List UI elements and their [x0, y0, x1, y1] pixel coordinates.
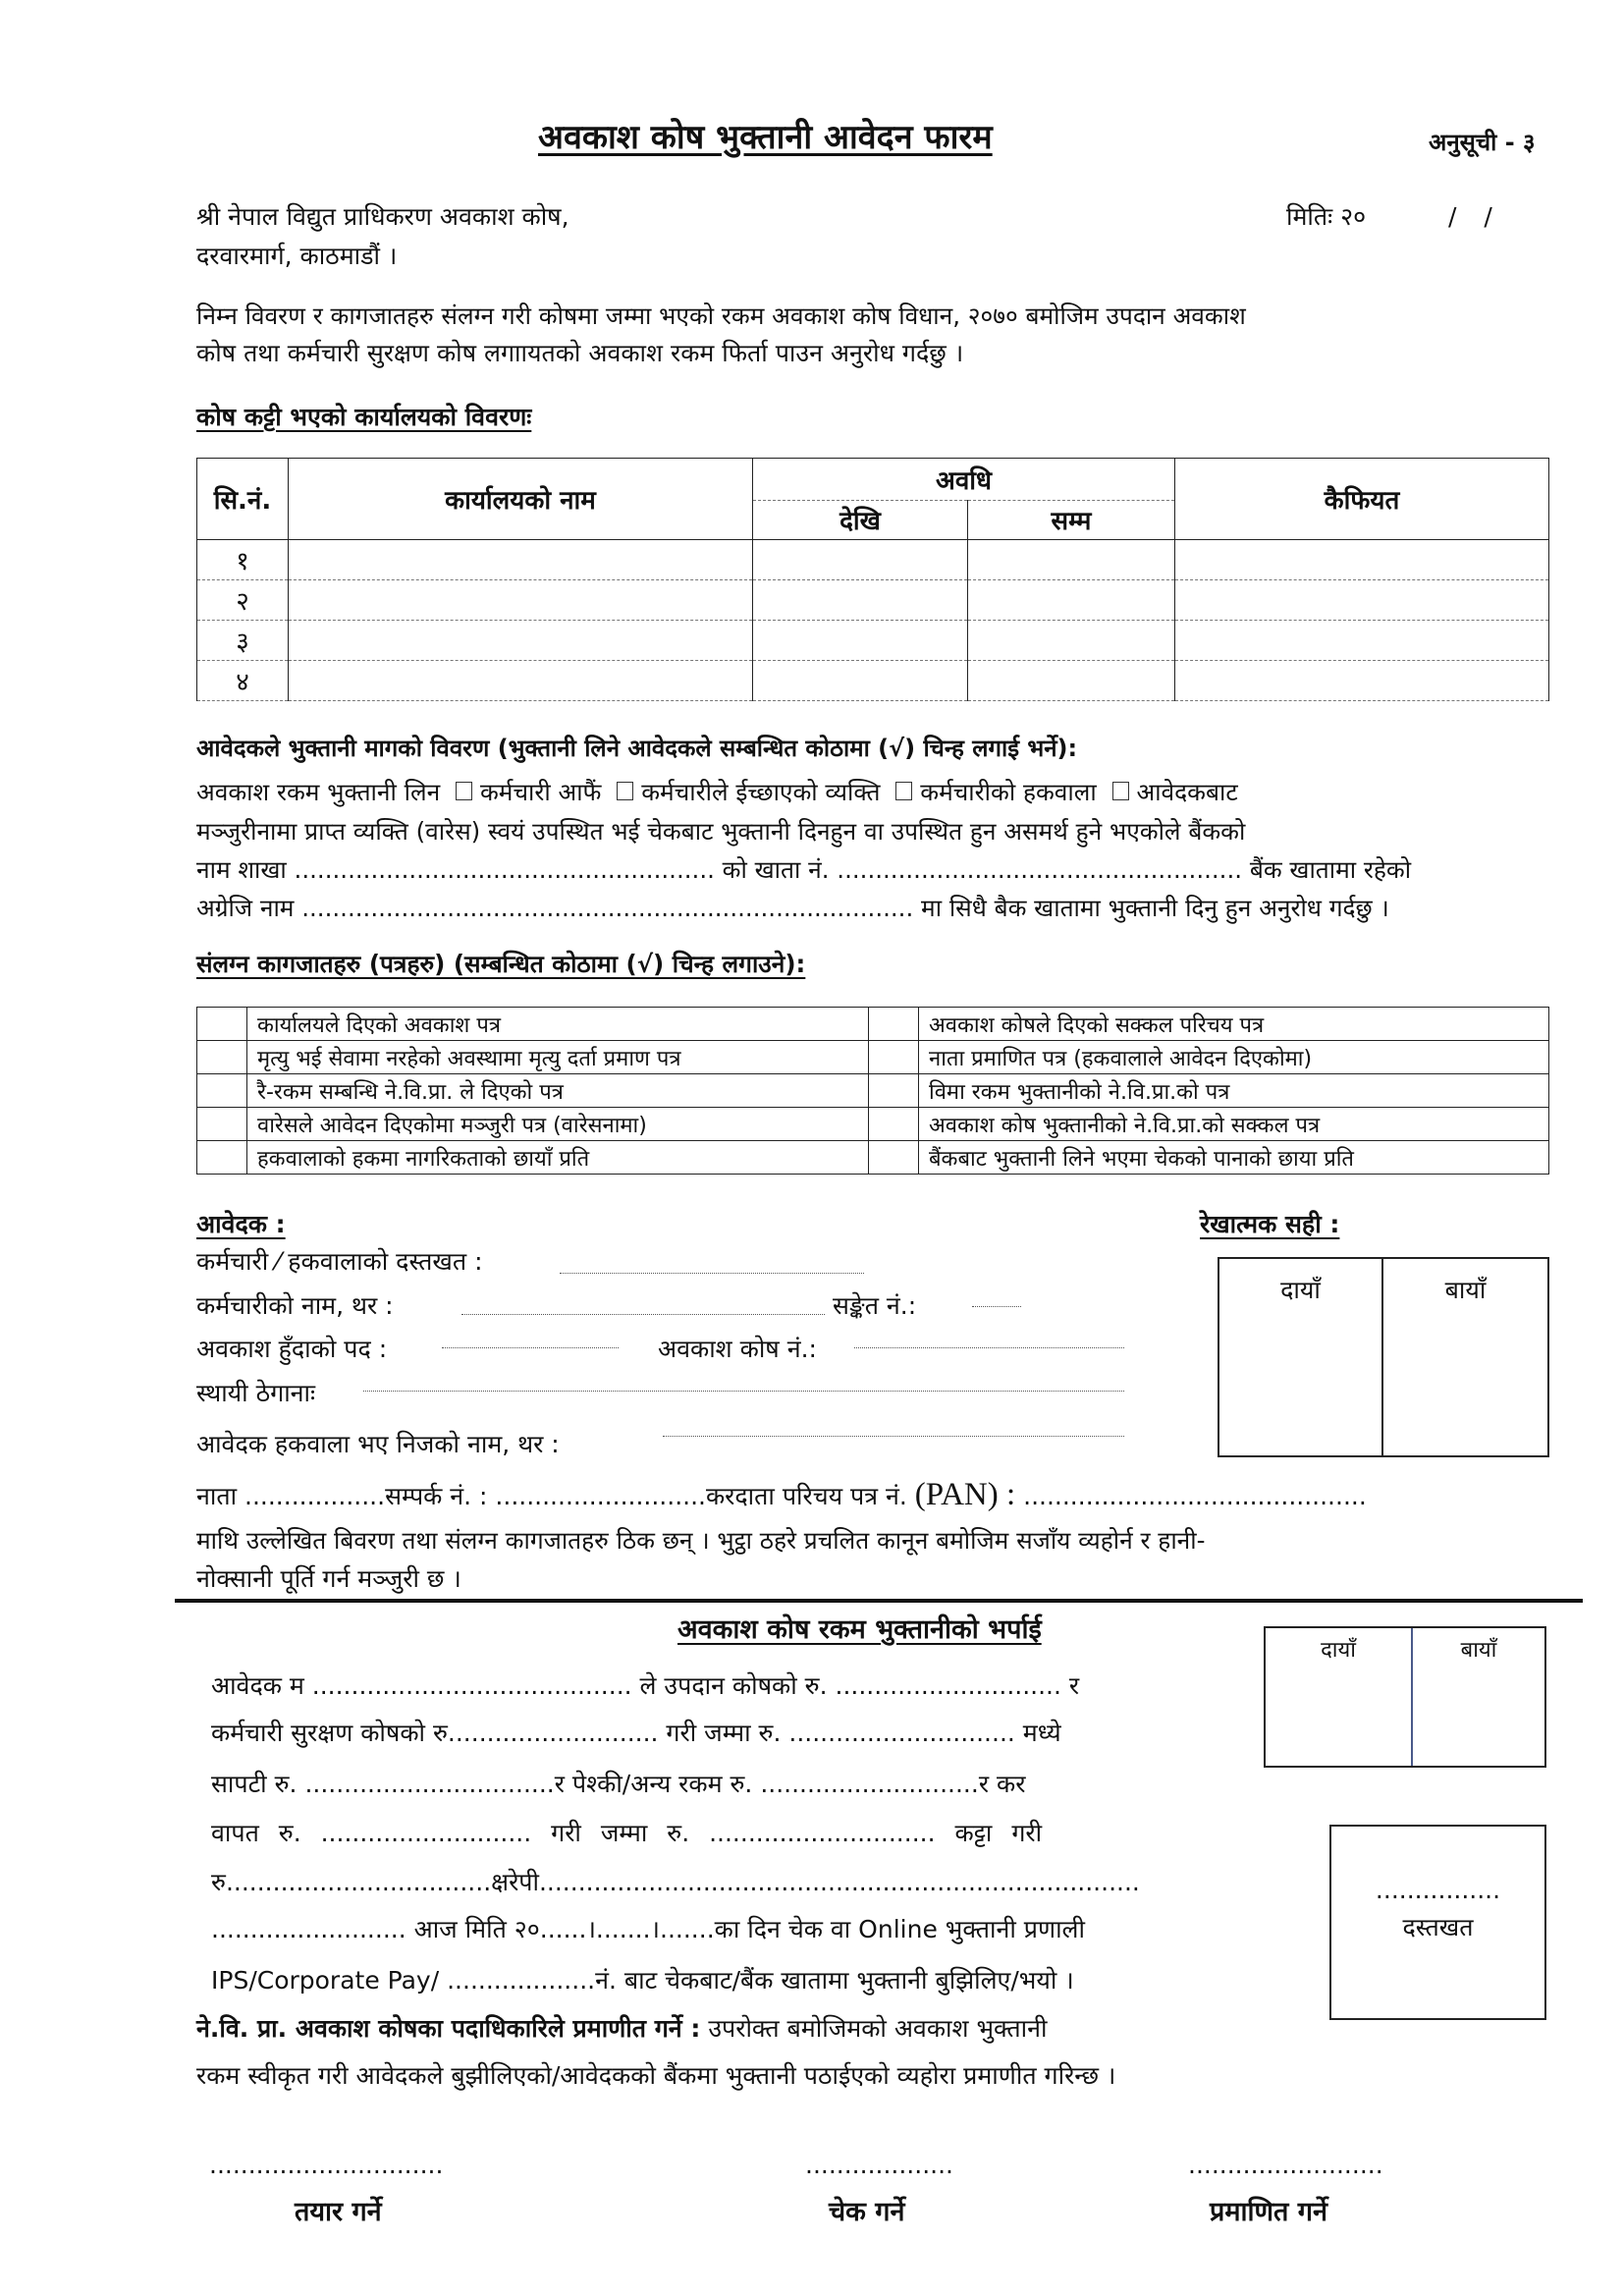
doc-checkbox[interactable] — [197, 1141, 247, 1175]
heir-name-label: आवेदक हकवाला भए निजको नाम, थर : — [196, 1430, 560, 1458]
prepared-dots[interactable]: .............................. — [209, 2151, 444, 2179]
office-name-cell[interactable] — [289, 661, 753, 701]
row-number: १ — [197, 540, 289, 580]
intro-line-1: निम्न विवरण र कागजातहरु संलग्न गरी कोषमा जम्मा भएको रकम अवकाश कोष विधान, २०७० बमोजिम उपदान अवकाश — [196, 301, 1246, 330]
prepared-by-label: तयार गर्ने — [295, 2197, 382, 2227]
checkbox-self[interactable] — [456, 782, 472, 800]
payment-line-3: नाम शाखा ....................................................... को खाता नं. ..................................................... बैंक खातामा रहेको — [196, 855, 1412, 884]
table-row — [197, 1074, 1549, 1108]
doc-left-item: हकवालाको हकमा नागरिकताको छायाँ प्रति — [247, 1141, 869, 1175]
table-row — [197, 1108, 1549, 1141]
table-row — [197, 1141, 1549, 1175]
office-name-cell[interactable] — [289, 540, 753, 580]
table-row — [197, 1008, 1549, 1041]
address-line-1: श्री नेपाल विद्युत प्राधिकरण अवकाश कोष, — [196, 202, 569, 231]
payment-line-1 — [196, 776, 1238, 809]
certification-bold: ने.वि. प्रा. अवकाश कोषका पदाधिकारिले प्रमाणीत गर्ने : — [196, 2014, 701, 2043]
relation-text: नाता ..................सम्पर्क नं. : ...........................करदाता परिचय पत्र नं. — [196, 1482, 907, 1510]
receipt-signature-dots[interactable]: ................ — [1375, 1876, 1501, 1904]
page-title: अवकाश कोष भुक्तानी आवेदन फारम — [538, 118, 993, 157]
doc-left-item: रै-रकम सम्बन्धि ने.वि.प्रा. ले दिएको पत्र — [247, 1074, 869, 1108]
office-section-heading: कोष कट्टी भएको कार्यालयको विवरणः — [196, 403, 532, 431]
checkbox-heir[interactable] — [895, 782, 912, 800]
option-nominee: कर्मचारीले ईच्छाएको व्यक्ति — [641, 778, 881, 806]
code-label: सङ्केत नं.: — [833, 1291, 917, 1320]
receipt-signature-label: दस्तखत — [1402, 1913, 1474, 1941]
fingerprint-left: बायाँ — [1444, 1276, 1487, 1304]
checkbox-nominee[interactable] — [617, 782, 633, 800]
payment-line-4: अग्रेजि नाम ................................................................................ मा सिधै बैक खातामा भुक्तानी दिनु हुन अनुरोध गर्दछु । — [196, 894, 1389, 922]
doc-right-item: अवकाश कोषले दिएको सक्कल परिचय पत्र — [919, 1008, 1549, 1041]
col-from: देखि — [753, 500, 968, 540]
from-cell[interactable] — [753, 661, 968, 701]
row-number: २ — [197, 580, 289, 621]
office-table — [196, 458, 1549, 701]
fund-no-label: अवकाश कोष नं.: — [658, 1335, 817, 1363]
row-number: ४ — [197, 661, 289, 701]
receipt-heading: अवकाश कोष रकम भुक्तानीको भर्पाई — [677, 1614, 1042, 1645]
option-heir: कर्मचारीको हकवाला — [920, 778, 1097, 806]
table-row — [197, 540, 1549, 580]
to-cell[interactable] — [968, 661, 1175, 701]
post-line[interactable] — [442, 1347, 619, 1348]
relation-line — [196, 1478, 1367, 1513]
receipt-fingerprint-box — [1264, 1626, 1546, 1768]
payment-prefix: अवकाश रकम भुक्तानी लिन — [196, 778, 441, 806]
from-cell[interactable] — [753, 540, 968, 580]
receipt-line-7: IPS/Corporate Pay/ ...................नं. बाट चेकबाट/बैंक खातामा भुक्तानी बुझिलिए/भयो । — [211, 1966, 1074, 1995]
post-label: अवकाश हुँदाको पद : — [196, 1335, 388, 1363]
doc-right-item: नाता प्रमाणित पत्र (हकवालाले आवेदन दिएकोमा) — [919, 1041, 1549, 1074]
doc-checkbox[interactable] — [869, 1008, 919, 1041]
remarks-cell[interactable] — [1175, 580, 1549, 621]
col-remarks: कैफियत — [1175, 459, 1549, 540]
receipt-line-4: वापत रु. ........................... गरी जम्मा रु. ............................. कट्टा गरी — [211, 1819, 1043, 1847]
heir-name-line[interactable] — [663, 1436, 1124, 1437]
doc-checkbox[interactable] — [197, 1008, 247, 1041]
to-cell[interactable] — [968, 621, 1175, 661]
doc-checkbox[interactable] — [869, 1074, 919, 1108]
signature-label: कर्मचारी ⁄ हकवालाको दस्तखत : — [196, 1247, 483, 1276]
address-label: स्थायी ठेगानाः — [196, 1379, 316, 1407]
office-name-cell[interactable] — [289, 580, 753, 621]
col-period: अवधि — [753, 459, 1175, 501]
schedule-label: अनुसूची - ३ — [1429, 129, 1536, 156]
declaration-line-1: माथि उल्लेखित बिवरण तथा संलग्न कागजातहरु ठिक छन् । भुट्ठा ठहरे प्रचलित कानून बमोजिम सजाँय व्यहोर्न र हानी- — [196, 1526, 1206, 1555]
doc-right-item: अवकाश कोष भुक्तानीको ने.वि.प्रा.को सक्कल पत्र — [919, 1108, 1549, 1141]
section-divider — [175, 1599, 1583, 1603]
option-self: कर्मचारी आफैं — [479, 778, 602, 806]
remarks-cell[interactable] — [1175, 661, 1549, 701]
receipt-line-1: आवेदक म ......................................... ले उपदान कोषको रु. ............................. र — [211, 1671, 1080, 1700]
col-office: कार्यालयको नाम — [289, 459, 753, 540]
documents-table — [196, 1007, 1549, 1175]
fingerprint-box — [1218, 1257, 1549, 1457]
receipt-line-3: सापटी रु. ................................र पेश्की/अन्य रकम रु. ............................र कर — [211, 1770, 1026, 1798]
payment-line-2: मञ्जुरीनामा प्राप्त व्यक्ति (वारेस) स्वयं उपस्थित भई चेकबाट भुक्तानी दिनहुन वा उपस्थित हुन असमर्थ हुने भएकोले बैंकको — [196, 817, 1246, 846]
from-cell[interactable] — [753, 621, 968, 661]
table-row — [197, 1041, 1549, 1074]
checkbox-applicant[interactable] — [1112, 782, 1129, 800]
certification-rest: उपरोक्त बमोजिमको अवकाश भुक्तानी — [708, 2014, 1048, 2043]
office-name-cell[interactable] — [289, 621, 753, 661]
address-line-2: दरवारमार्ग, काठमाडौं । — [196, 242, 398, 270]
table-row — [197, 661, 1549, 701]
to-cell[interactable] — [968, 580, 1175, 621]
doc-checkbox[interactable] — [869, 1041, 919, 1074]
receipt-signature-box — [1329, 1825, 1546, 2020]
row-number: ३ — [197, 621, 289, 661]
to-cell[interactable] — [968, 540, 1175, 580]
receipt-fingerprint-left: बायाँ — [1460, 1638, 1497, 1663]
checked-by-label: चेक गर्ने — [829, 2197, 905, 2227]
fingerprint-heading: रेखात्मक सही : — [1200, 1210, 1340, 1238]
code-line[interactable] — [972, 1306, 1021, 1307]
certification-line-1 — [196, 2012, 1048, 2046]
doc-checkbox[interactable] — [869, 1108, 919, 1141]
receipt-line-6: ......................... आज मिति २०......।.......।.......का दिन चेक वा Online भुक्तानी प्रणाली — [211, 1915, 1085, 1943]
name-label: कर्मचारीको नाम, थर : — [196, 1291, 394, 1320]
name-line[interactable] — [461, 1314, 825, 1315]
option-applicant: आवेदकबाट — [1136, 778, 1238, 806]
table-row — [197, 580, 1549, 621]
from-cell[interactable] — [753, 580, 968, 621]
date-label: मितिः २० — [1286, 202, 1367, 231]
intro-line-2: कोष तथा कर्मचारी सुरक्षण कोष लगाायतको अवकाश रकम फिर्ता पाउन अनुरोध गर्दछु । — [196, 339, 964, 367]
documents-section-heading: संलग्न कागजातहरु (पत्रहरु) (सम्बन्धित कोठामा (√) चिन्ह लगाउने): — [196, 950, 806, 978]
date-separators: / / — [1448, 202, 1492, 231]
doc-checkbox[interactable] — [869, 1141, 919, 1175]
doc-checkbox[interactable] — [197, 1041, 247, 1074]
col-sn: सि.नं. — [197, 459, 289, 540]
doc-left-item: मृत्यु भई सेवामा नरहेको अवस्थामा मृत्यु दर्ता प्रमाण पत्र — [247, 1041, 869, 1074]
fingerprint-right: दायाँ — [1219, 1259, 1383, 1455]
payment-section-heading: आवेदकले भुक्तानी मागको विवरण (भुक्तानी लिने आवेदकले सम्बन्धित कोठामा (√) चिन्ह लगाई भर्ने): — [196, 735, 1078, 762]
doc-checkbox[interactable] — [197, 1074, 247, 1108]
doc-left-item: वारेसले आवेदन दिएकोमा मञ्जुरी पत्र (वारेसनामा) — [247, 1108, 869, 1141]
certified-dots[interactable]: ......................... — [1188, 2151, 1383, 2179]
checked-dots[interactable]: ................... — [805, 2151, 953, 2179]
declaration-line-2: नोक्सानी पूर्ति गर्न मञ्जुरी छ । — [196, 1564, 461, 1593]
doc-left-item: कार्यालयले दिएको अवकाश पत्र — [247, 1008, 869, 1041]
applicant-heading: आवेदक : — [196, 1210, 286, 1238]
address-line[interactable] — [363, 1391, 1124, 1392]
fund-no-line[interactable] — [854, 1347, 1124, 1348]
doc-checkbox[interactable] — [197, 1108, 247, 1141]
doc-right-item: विमा रकम भुक्तानीको ने.वि.प्रा.को पत्र — [919, 1074, 1549, 1108]
pan-label: (PAN) : — [914, 1477, 1016, 1512]
receipt-fingerprint-right: दायाँ — [1266, 1628, 1413, 1766]
remarks-cell[interactable] — [1175, 540, 1549, 580]
col-to: सम्म — [968, 500, 1175, 540]
doc-right-item: बैंकबाट भुक्तानी लिने भएमा चेकको पानाको छाया प्रति — [919, 1141, 1549, 1175]
certification-line-2: रकम स्वीकृत गरी आवेदकले बुझीलिएको/आवेदकको बैंकमा भुक्तानी पठाईएको व्यहोरा प्रमाणीत गरिन्छ । — [196, 2061, 1116, 2090]
table-row — [197, 621, 1549, 661]
receipt-line-2: कर्मचारी सुरक्षण कोषको रु........................... गरी जम्मा रु. ............................. मध्ये — [211, 1719, 1061, 1747]
signature-line[interactable] — [560, 1273, 864, 1274]
remarks-cell[interactable] — [1175, 621, 1549, 661]
pan-dots: ............................................ — [1023, 1482, 1367, 1510]
certified-by-label: प्रमाणित गर्ने — [1210, 2197, 1327, 2227]
receipt-line-5: रु..................................क्षरेपी............................................................................. — [211, 1868, 1140, 1896]
